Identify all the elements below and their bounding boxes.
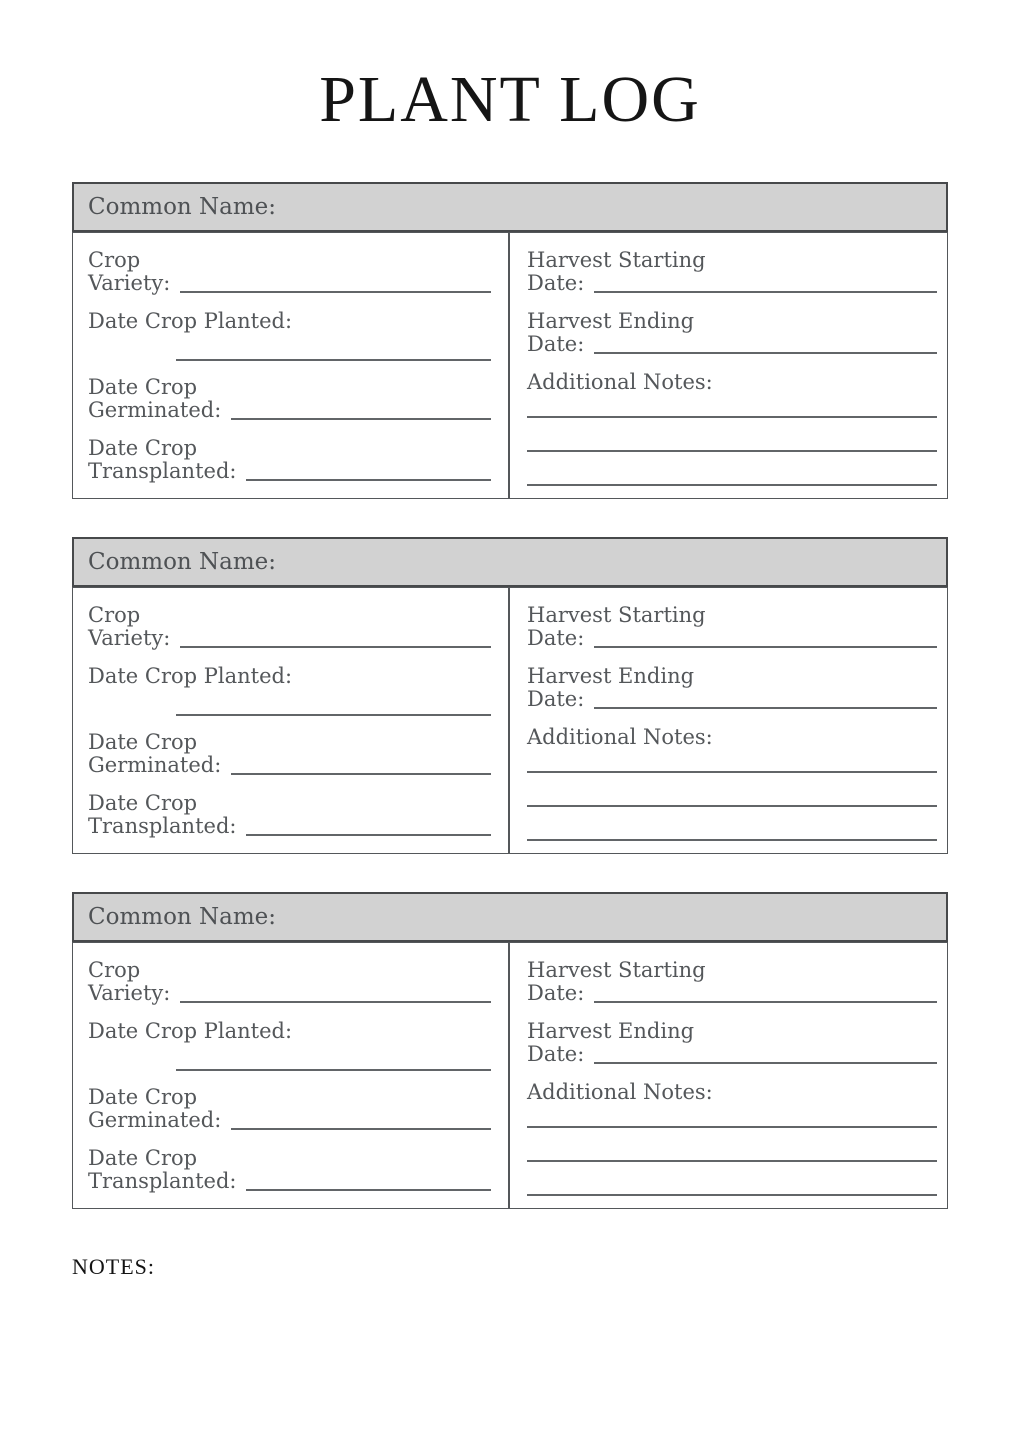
common-name-input[interactable] [276,539,932,585]
crop-variety-label-line1: Crop [88,248,141,272]
date-transplanted-label-line1: Date Crop [88,436,198,460]
date-germinated-input[interactable] [231,1128,491,1130]
harvest-end-label-line1: Harvest Ending [527,309,695,333]
common-name-input[interactable] [276,184,932,230]
field-date-planted [88,665,491,716]
date-transplanted-input[interactable] [246,479,491,481]
harvest-end-label-line1: Harvest Ending [527,1019,695,1043]
harvest-end-date-input[interactable] [594,352,937,354]
date-germinated-label-line2: Germinated: [88,753,222,777]
date-transplanted-input[interactable] [246,1189,491,1191]
date-planted-input[interactable] [176,688,491,716]
additional-notes-label: Additional Notes: [527,1080,713,1104]
card-body [72,232,948,499]
additional-notes-line-2[interactable] [527,773,937,807]
crop-variety-label-line2: Variety: [88,271,171,295]
harvest-end-label-line2: Date: [527,687,585,711]
additional-notes-line-3[interactable] [527,1162,937,1196]
additional-notes-line-3[interactable] [527,452,937,486]
harvest-start-label-line2: Date: [527,271,585,295]
field-crop-variety [88,249,491,295]
field-date-planted [88,310,491,361]
field-harvest-end [527,1020,937,1066]
crop-variety-label-line1: Crop [88,603,141,627]
date-germinated-label-line1: Date Crop [88,730,198,754]
left-column [73,943,510,1208]
harvest-start-date-input[interactable] [594,291,937,293]
date-germinated-label-line2: Germinated: [88,398,222,422]
field-harvest-start [527,959,937,1005]
date-germinated-label-line1: Date Crop [88,375,198,399]
common-name-label: Common Name: [88,904,277,930]
page-title: PLANT LOG [319,63,701,136]
field-harvest-end [527,665,937,711]
date-transplanted-label-line1: Date Crop [88,1146,198,1170]
crop-variety-label-line1: Crop [88,958,141,982]
plant-log-card-1 [72,182,948,499]
right-column [510,233,947,498]
date-planted-label: Date Crop Planted: [88,309,293,333]
notes-label: NOTES: [72,1254,155,1279]
plant-log-card-3 [72,892,948,1209]
date-transplanted-label-line2: Transplanted: [88,1169,237,1193]
additional-notes-line-1[interactable] [527,749,937,773]
harvest-start-date-input[interactable] [594,646,937,648]
date-germinated-input[interactable] [231,773,491,775]
field-additional-notes [527,371,937,486]
crop-variety-label-line2: Variety: [88,981,171,1005]
crop-variety-label-line2: Variety: [88,626,171,650]
date-planted-label: Date Crop Planted: [88,1019,293,1043]
date-transplanted-label-line2: Transplanted: [88,814,237,838]
date-germinated-label-line1: Date Crop [88,1085,198,1109]
date-germinated-label-line2: Germinated: [88,1108,222,1132]
field-date-planted [88,1020,491,1071]
common-name-label: Common Name: [88,194,277,220]
field-harvest-end [527,310,937,356]
field-harvest-start [527,249,937,295]
left-column [73,233,510,498]
date-transplanted-label-line2: Transplanted: [88,459,237,483]
harvest-end-label-line1: Harvest Ending [527,664,695,688]
field-date-germinated [88,376,491,422]
harvest-start-label-line2: Date: [527,981,585,1005]
date-transplanted-label-line1: Date Crop [88,791,198,815]
plant-log-card-2 [72,537,948,854]
field-crop-variety [88,604,491,650]
right-column [510,588,947,853]
date-germinated-input[interactable] [231,418,491,420]
card-body [72,587,948,854]
date-planted-input[interactable] [176,1043,491,1071]
field-date-transplanted [88,792,491,838]
date-planted-label: Date Crop Planted: [88,664,293,688]
common-name-input[interactable] [276,894,932,940]
left-column [73,588,510,853]
harvest-end-date-input[interactable] [594,1062,937,1064]
right-column [510,943,947,1208]
harvest-start-date-input[interactable] [594,1001,937,1003]
crop-variety-input[interactable] [180,646,491,648]
field-additional-notes [527,1081,937,1196]
crop-variety-input[interactable] [180,291,491,293]
field-harvest-start [527,604,937,650]
common-name-header [72,892,948,942]
additional-notes-label: Additional Notes: [527,370,713,394]
harvest-start-label-line1: Harvest Starting [527,958,706,982]
additional-notes-line-2[interactable] [527,1128,937,1162]
common-name-header [72,182,948,232]
date-planted-input[interactable] [176,333,491,361]
harvest-start-label-line1: Harvest Starting [527,603,706,627]
additional-notes-label: Additional Notes: [527,725,713,749]
crop-variety-input[interactable] [180,1001,491,1003]
additional-notes-line-1[interactable] [527,394,937,418]
field-date-germinated [88,731,491,777]
harvest-start-label-line2: Date: [527,626,585,650]
common-name-header [72,537,948,587]
card-body [72,942,948,1209]
field-crop-variety [88,959,491,1005]
harvest-end-label-line2: Date: [527,332,585,356]
harvest-end-label-line2: Date: [527,1042,585,1066]
harvest-start-label-line1: Harvest Starting [527,248,706,272]
harvest-end-date-input[interactable] [594,707,937,709]
additional-notes-line-3[interactable] [527,807,937,841]
field-additional-notes [527,726,937,841]
additional-notes-line-1[interactable] [527,1104,937,1128]
common-name-label: Common Name: [88,549,277,575]
date-transplanted-input[interactable] [246,834,491,836]
additional-notes-line-2[interactable] [527,418,937,452]
field-date-transplanted [88,1147,491,1193]
field-date-transplanted [88,437,491,483]
field-date-germinated [88,1086,491,1132]
